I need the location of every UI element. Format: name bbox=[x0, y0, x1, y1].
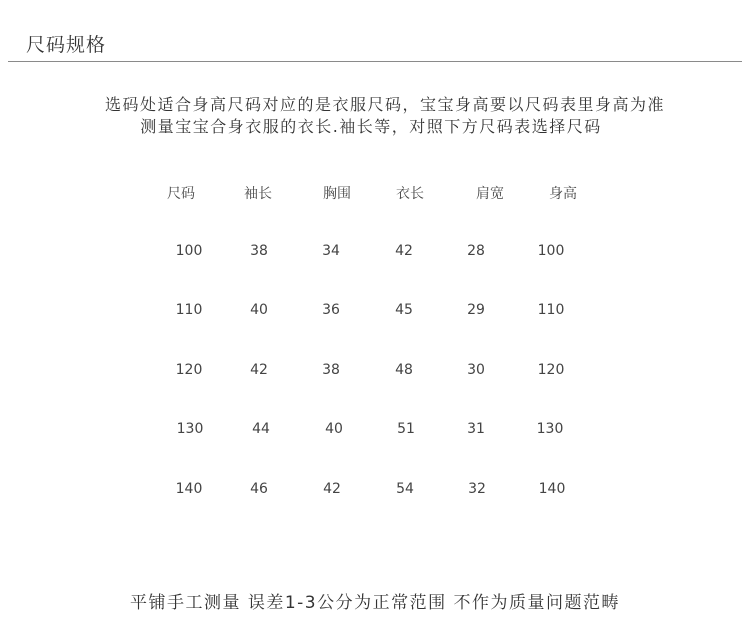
table-cell: 45 bbox=[395, 302, 413, 318]
table-cell: 48 bbox=[395, 362, 413, 378]
table-cell: 140 bbox=[175, 481, 203, 497]
page-title: 尺码规格 bbox=[26, 34, 107, 56]
column-header-chest: 胸围 bbox=[323, 186, 351, 202]
column-header-length: 衣长 bbox=[396, 186, 424, 202]
column-header-sleeve: 袖长 bbox=[244, 186, 272, 202]
table-cell: 40 bbox=[325, 421, 343, 437]
table-cell: 120 bbox=[175, 362, 203, 378]
table-cell: 31 bbox=[467, 421, 485, 437]
table-cell: 130 bbox=[536, 421, 564, 437]
table-cell: 130 bbox=[176, 421, 204, 437]
intro-line-1: 选码处适合身高尺码对应的是衣服尺码，宝宝身高要以尺码表里身高为准 bbox=[104, 95, 665, 114]
table-cell: 36 bbox=[322, 302, 340, 318]
table-cell: 38 bbox=[250, 243, 268, 259]
table-cell: 28 bbox=[467, 243, 485, 259]
table-cell: 42 bbox=[250, 362, 268, 378]
table-cell: 140 bbox=[538, 481, 566, 497]
table-cell: 120 bbox=[537, 362, 565, 378]
table-cell: 30 bbox=[467, 362, 485, 378]
table-cell: 51 bbox=[397, 421, 415, 437]
table-cell: 100 bbox=[175, 243, 203, 259]
table-cell: 42 bbox=[323, 481, 341, 497]
table-cell: 32 bbox=[468, 481, 486, 497]
intro-line-2: 测量宝宝合身衣服的衣长.袖长等，对照下方尺码表选择尺码 bbox=[140, 117, 602, 136]
table-cell: 34 bbox=[322, 243, 340, 259]
table-cell: 100 bbox=[537, 243, 565, 259]
table-cell: 40 bbox=[250, 302, 268, 318]
table-cell: 54 bbox=[396, 481, 414, 497]
table-cell: 110 bbox=[537, 302, 565, 318]
column-header-height: 身高 bbox=[549, 186, 577, 202]
table-cell: 46 bbox=[250, 481, 268, 497]
measurement-disclaimer: 平铺手工测量 误差1-3公分为正常范围 不作为质量问题范畴 bbox=[129, 593, 621, 613]
table-cell: 42 bbox=[395, 243, 413, 259]
table-cell: 44 bbox=[252, 421, 270, 437]
column-header-shoulder: 肩宽 bbox=[476, 186, 504, 202]
table-cell: 29 bbox=[467, 302, 485, 318]
table-cell: 38 bbox=[322, 362, 340, 378]
column-header-size: 尺码 bbox=[167, 186, 195, 202]
table-cell: 110 bbox=[175, 302, 203, 318]
